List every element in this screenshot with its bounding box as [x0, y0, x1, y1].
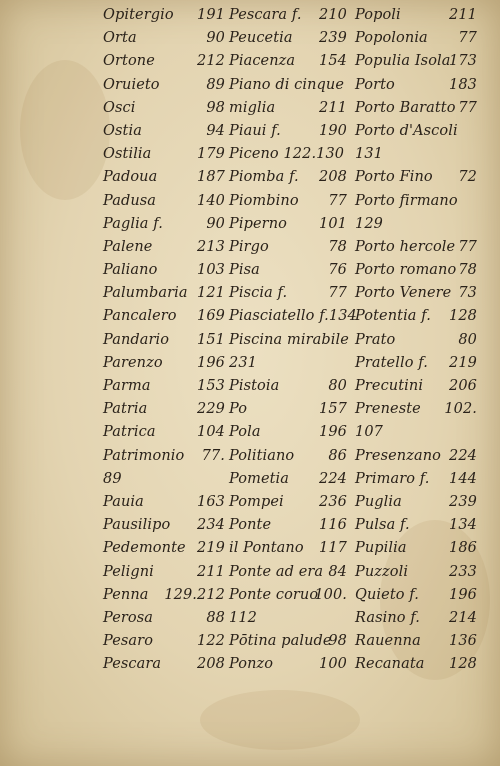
index-entry	[103, 537, 225, 560]
entry-place-name: Peucetia	[229, 30, 293, 47]
index-entry	[355, 74, 477, 97]
entry-page-number: 224	[449, 447, 477, 464]
index-entry	[229, 421, 347, 444]
entry-place-name: Porto d'Ascoli	[355, 122, 458, 139]
entry-place-name: Porto Fino	[355, 169, 433, 186]
entry-place-name: Parenzo	[103, 354, 163, 371]
index-entry	[355, 329, 477, 352]
entry-place-name: Pistoia	[229, 378, 280, 394]
index-entry	[103, 166, 225, 189]
entry-place-name: Pisa	[229, 262, 260, 279]
entry-page-number: 100.	[314, 586, 347, 603]
entry-page-number: 157	[319, 401, 347, 418]
entry-place-name: Palumbaria	[103, 285, 188, 302]
index-entry	[103, 282, 225, 305]
entry-place-name: Populia Isola	[355, 53, 451, 70]
entry-page-number: 77	[458, 99, 477, 116]
index-entry	[103, 421, 225, 444]
entry-place-name: Pausilipo	[103, 517, 171, 534]
entry-place-name: Porto firmano	[355, 192, 458, 209]
index-entry	[355, 630, 477, 653]
entry-place-name: Piceno 122.130	[229, 146, 345, 163]
index-entry	[355, 468, 477, 491]
entry-place-name: Patria	[103, 401, 148, 418]
entry-place-name: Pancalero	[103, 308, 177, 325]
entry-page-number: 100	[319, 656, 347, 673]
entry-place-name: Padusa	[103, 192, 157, 209]
index-entry	[355, 143, 477, 166]
entry-page-number: 122	[197, 633, 225, 650]
entry-page-number: 229	[197, 401, 225, 418]
index-entry	[229, 166, 347, 189]
entry-place-name: Ponzo	[229, 656, 274, 673]
index-entry	[229, 282, 347, 305]
index-entry	[103, 259, 225, 282]
index-entry	[103, 491, 225, 514]
index-entry	[229, 236, 347, 259]
entry-page-number: 173	[449, 53, 477, 70]
entry-place-name: Oruieto	[103, 76, 160, 93]
index-entry	[103, 653, 225, 676]
entry-place-name: Parma	[103, 378, 151, 394]
entry-place-name: Quieto f.	[355, 586, 419, 603]
index-entry	[229, 4, 347, 27]
index-entry	[355, 97, 477, 120]
index-entry	[229, 630, 347, 653]
entry-page-number: 219	[197, 540, 225, 557]
index-entry	[103, 97, 225, 120]
entry-page-number: 98	[328, 633, 347, 650]
index-entry	[103, 584, 225, 607]
entry-place-name: Po	[229, 401, 248, 418]
entry-page-number: 169	[197, 308, 225, 325]
entry-page-number: 77.	[201, 447, 225, 464]
index-entry	[229, 329, 347, 352]
entry-page-number: 72	[458, 169, 477, 186]
index-entry	[103, 445, 225, 468]
entry-page-number: 94	[206, 122, 225, 139]
index-entry	[103, 213, 225, 236]
index-entry	[229, 27, 347, 50]
index-entry	[103, 305, 225, 328]
entry-place-name: Pirgo	[229, 238, 269, 255]
entry-place-name: il Pontano	[229, 540, 304, 557]
entry-page-number: 90	[206, 30, 225, 47]
entry-page-number: 163	[197, 493, 225, 510]
entry-page-number: 236	[319, 493, 347, 510]
index-entry	[355, 514, 477, 537]
paper-stain	[20, 60, 110, 200]
entry-place-name: Preneste	[355, 401, 421, 418]
index-entry	[229, 50, 347, 73]
index-entry	[103, 375, 225, 398]
entry-place-name: Pometia	[229, 470, 290, 487]
entry-place-name: Rasino f.	[355, 609, 421, 626]
entry-place-name: Politiano	[229, 447, 295, 464]
index-entry	[355, 305, 477, 328]
entry-place-name: Prato	[355, 331, 396, 348]
index-entry	[229, 120, 347, 143]
index-entry	[355, 259, 477, 282]
entry-place-name: Precutini	[355, 378, 424, 394]
entry-place-name: Porto romano	[355, 262, 457, 279]
index-entry	[229, 653, 347, 676]
entry-page-number: 103	[197, 262, 225, 279]
entry-place-name: Padoua	[103, 169, 158, 186]
entry-place-name: Popolonia	[355, 30, 428, 47]
entry-place-name: Pupilia	[355, 540, 407, 557]
entry-place-name: Piaui f.	[229, 122, 281, 139]
index-entry	[355, 352, 477, 375]
entry-page-number: 233	[449, 563, 477, 580]
index-entry	[229, 143, 347, 166]
entry-page-number: 212	[197, 53, 225, 70]
index-entry	[355, 190, 477, 213]
entry-page-number: 84	[328, 563, 347, 580]
entry-place-name: Puglia	[355, 493, 402, 510]
entry-page-number: 80	[328, 378, 347, 394]
index-entry	[103, 120, 225, 143]
index-entry	[355, 213, 477, 236]
entry-page-number: 90	[206, 215, 225, 232]
index-column-2	[229, 4, 357, 676]
entry-place-name: Penna	[103, 586, 149, 603]
entry-page-number: 121	[197, 285, 225, 302]
index-entry	[229, 491, 347, 514]
index-entry	[355, 537, 477, 560]
index-entry	[229, 584, 347, 607]
entry-place-name: Ponte ad era	[229, 563, 324, 580]
entry-place-name: Pauia	[103, 493, 144, 510]
index-entry	[355, 421, 477, 444]
index-entry	[355, 50, 477, 73]
index-entry	[103, 352, 225, 375]
entry-place-name: Osci	[103, 99, 136, 116]
entry-page-number: 144	[449, 470, 477, 487]
entry-page-number: 102.	[444, 401, 477, 418]
entry-place-name: Peligni	[103, 563, 154, 580]
index-entry	[355, 653, 477, 676]
index-column-3	[355, 4, 477, 676]
entry-place-name: Pratello f.	[355, 354, 428, 371]
entry-page-number: 239	[319, 30, 347, 47]
entry-page-number: 190	[319, 122, 347, 139]
entry-page-number: 151	[197, 331, 225, 348]
entry-place-name: 112	[229, 609, 257, 626]
index-entry	[229, 74, 347, 97]
entry-page-number: 154	[319, 53, 347, 70]
entry-place-name: Porto hercole	[355, 238, 456, 255]
entry-place-name: Pedemonte	[103, 540, 186, 557]
entry-page-number: 78	[458, 262, 477, 279]
entry-place-name: Pescara	[103, 656, 162, 673]
entry-page-number: 208	[319, 169, 347, 186]
entry-place-name: Porto	[355, 76, 395, 93]
entry-place-name: Patrica	[103, 424, 156, 441]
entry-place-name: Ostia	[103, 122, 142, 139]
index-entry	[355, 236, 477, 259]
entry-place-name: Presenzano	[355, 447, 441, 464]
entry-place-name: Pola	[229, 424, 261, 441]
entry-page-number: 234	[197, 517, 225, 534]
entry-page-number: 86	[328, 447, 347, 464]
entry-page-number: 129.212	[164, 586, 225, 603]
entry-place-name: Piano di cinque	[229, 76, 345, 93]
index-entry	[229, 190, 347, 213]
index-entry	[103, 329, 225, 352]
entry-page-number: 80	[458, 331, 477, 348]
index-entry	[355, 282, 477, 305]
index-entry	[229, 445, 347, 468]
index-entry	[355, 120, 477, 143]
entry-place-name: 129	[355, 215, 383, 232]
entry-page-number: 179	[197, 146, 225, 163]
entry-page-number: 191	[197, 7, 225, 23]
index-entry	[103, 514, 225, 537]
index-entry	[355, 166, 477, 189]
entry-place-name: Patrimonio	[103, 447, 185, 464]
entry-place-name: Piasciatello f.134	[229, 308, 357, 325]
entry-page-number: 88	[206, 609, 225, 626]
entry-page-number: 73	[458, 285, 477, 302]
index-entry	[229, 514, 347, 537]
entry-place-name: Piacenza	[229, 53, 296, 70]
index-entry	[229, 607, 347, 630]
entry-place-name: 89	[103, 470, 122, 487]
entry-place-name: Porto Baratto	[355, 99, 456, 116]
index-entry	[103, 190, 225, 213]
entry-place-name: Ponte	[229, 517, 272, 534]
index-entry	[355, 584, 477, 607]
entry-page-number: 210	[319, 7, 347, 23]
entry-place-name: Ortone	[103, 53, 155, 70]
index-entry	[355, 607, 477, 630]
index-entry	[103, 398, 225, 421]
entry-page-number: 196	[319, 424, 347, 441]
entry-place-name: Popoli	[355, 7, 401, 23]
entry-page-number: 128	[449, 656, 477, 673]
entry-page-number: 77	[458, 238, 477, 255]
index-entry	[229, 213, 347, 236]
entry-place-name: Piscina mirabile	[229, 331, 349, 348]
index-column-1	[103, 4, 225, 676]
entry-page-number: 116	[319, 517, 347, 534]
entry-place-name: Pesaro	[103, 633, 154, 650]
entry-page-number: 77	[328, 285, 347, 302]
entry-page-number: 134	[449, 517, 477, 534]
entry-place-name: Recanata	[355, 656, 425, 673]
index-entry	[229, 259, 347, 282]
entry-page-number: 128	[449, 308, 477, 325]
index-entry	[103, 27, 225, 50]
entry-page-number: 77	[458, 30, 477, 47]
entry-page-number: 219	[449, 354, 477, 371]
entry-place-name: Ponte coruo	[229, 586, 319, 603]
entry-place-name: Pandario	[103, 331, 170, 348]
entry-place-name: 231	[229, 354, 257, 371]
index-entry	[355, 445, 477, 468]
entry-page-number: 211	[197, 563, 225, 580]
entry-place-name: Primaro f.	[355, 470, 430, 487]
index-entry	[229, 561, 347, 584]
index-entry	[229, 537, 347, 560]
entry-page-number: 187	[197, 169, 225, 186]
entry-page-number: 186	[449, 540, 477, 557]
entry-place-name: Piombino	[229, 192, 299, 209]
entry-place-name: Rauenna	[355, 633, 421, 650]
entry-place-name: 131	[355, 146, 383, 163]
entry-place-name: Opitergio	[103, 7, 174, 23]
entry-page-number: 77	[328, 192, 347, 209]
index-entry	[103, 50, 225, 73]
entry-place-name: Pompei	[229, 493, 284, 510]
index-entry	[229, 352, 347, 375]
index-entry	[103, 607, 225, 630]
index-entry	[229, 97, 347, 120]
entry-place-name: Orta	[103, 30, 137, 47]
index-entry	[355, 491, 477, 514]
entry-page-number: 214	[449, 609, 477, 626]
entry-page-number: 224	[319, 470, 347, 487]
entry-page-number: 140	[197, 192, 225, 209]
index-entry	[103, 236, 225, 259]
entry-page-number: 183	[449, 76, 477, 93]
index-entry	[229, 468, 347, 491]
entry-page-number: 239	[449, 493, 477, 510]
entry-page-number: 101	[319, 215, 347, 232]
entry-place-name: Piomba f.	[229, 169, 299, 186]
index-entry	[355, 4, 477, 27]
index-entry	[355, 398, 477, 421]
index-entry	[103, 630, 225, 653]
index-entry	[103, 468, 225, 491]
index-entry	[229, 305, 357, 328]
entry-page-number: 89	[206, 76, 225, 93]
entry-page-number: 98	[206, 99, 225, 116]
entry-page-number: 117	[319, 540, 347, 557]
entry-place-name: Pescara f.	[229, 7, 302, 23]
entry-page-number: 104	[197, 424, 225, 441]
entry-page-number: 78	[328, 238, 347, 255]
index-entry	[103, 4, 225, 27]
entry-place-name: Perosa	[103, 609, 154, 626]
index-entry	[355, 561, 477, 584]
paper-stain	[200, 690, 360, 750]
entry-page-number: 208	[197, 656, 225, 673]
entry-page-number: 153	[197, 378, 225, 394]
index-entry	[103, 143, 225, 166]
entry-place-name: Potentia f.	[355, 308, 431, 325]
index-entry	[355, 375, 477, 398]
entry-place-name: Puzzoli	[355, 563, 409, 580]
entry-page-number: 213	[197, 238, 225, 255]
index-entry	[355, 27, 477, 50]
index-entry	[229, 375, 347, 398]
entry-place-name: Pōtina palude	[229, 633, 332, 650]
index-entry	[229, 398, 347, 421]
index-entry	[103, 561, 225, 584]
entry-place-name: Paglia f.	[103, 215, 163, 232]
entry-place-name: Piscia f.	[229, 285, 288, 302]
entry-place-name: Piperno	[229, 215, 287, 232]
entry-page-number: 196	[197, 354, 225, 371]
entry-place-name: Palene	[103, 238, 153, 255]
entry-place-name: Porto Venere	[355, 285, 452, 302]
entry-place-name: Paliano	[103, 262, 158, 279]
entry-place-name: miglia	[229, 99, 276, 116]
entry-place-name: 107	[355, 424, 383, 441]
entry-place-name: Pulsa f.	[355, 517, 410, 534]
entry-page-number: 211	[449, 7, 477, 23]
entry-page-number: 211	[319, 99, 347, 116]
entry-page-number: 196	[449, 586, 477, 603]
index-entry	[103, 74, 225, 97]
entry-page-number: 136	[449, 633, 477, 650]
entry-place-name: Ostilia	[103, 146, 152, 163]
entry-page-number: 76	[328, 262, 347, 279]
entry-page-number: 206	[449, 378, 477, 394]
